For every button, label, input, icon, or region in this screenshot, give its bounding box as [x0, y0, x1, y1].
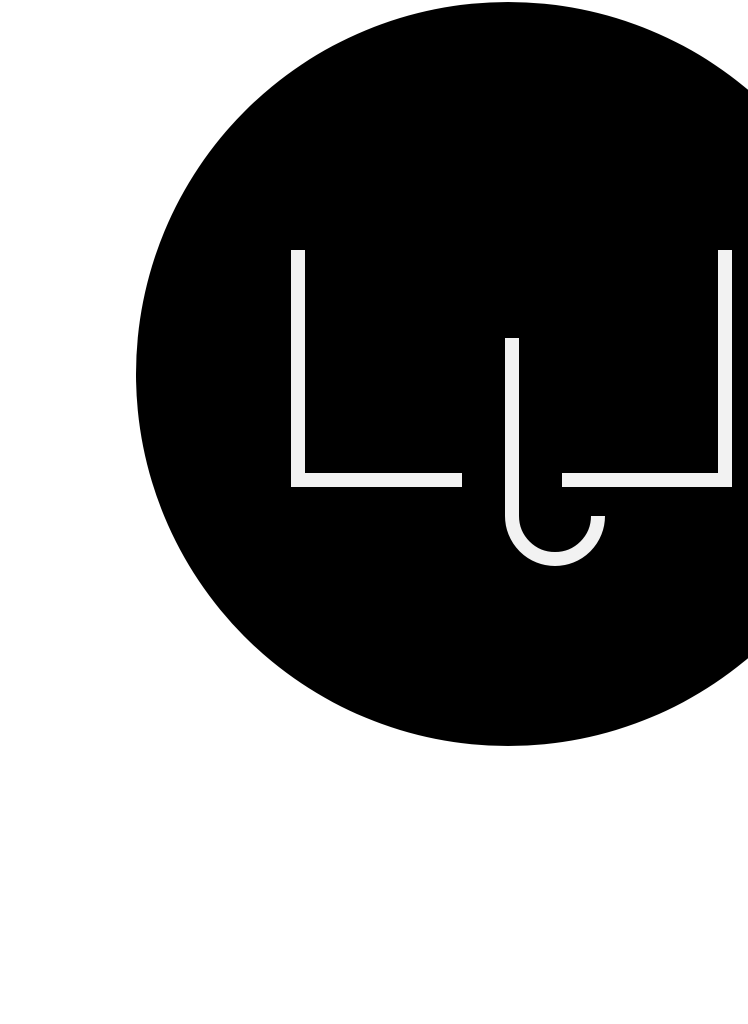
logo-background-circle [136, 2, 748, 746]
